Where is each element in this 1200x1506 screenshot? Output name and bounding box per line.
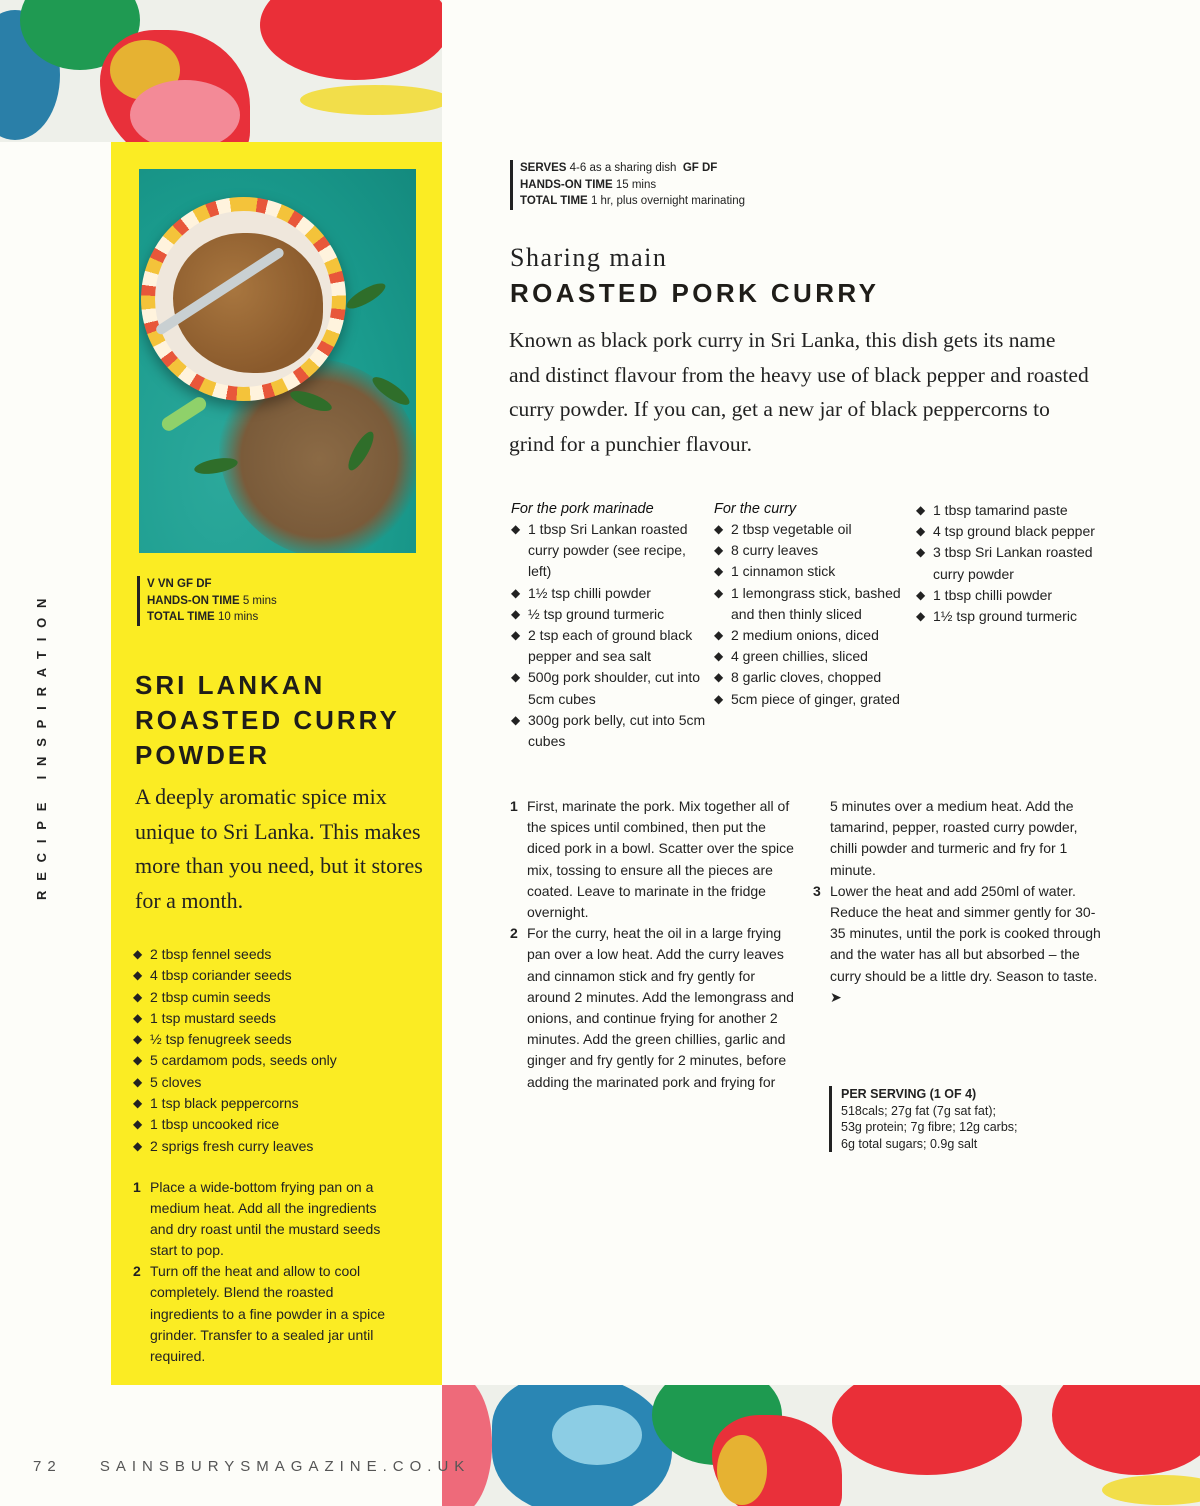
- list-item: ◆ 2 tbsp fennel seeds: [133, 944, 337, 965]
- list-item: ◆ 2 tbsp cumin seeds: [133, 987, 337, 1008]
- diamond-bullet-icon: ◆: [133, 1053, 143, 1068]
- spice-method-list: [133, 1177, 403, 1367]
- list-item: ◆ 4 tbsp coriander seeds: [133, 965, 337, 986]
- list-item: ◆ 2 medium onions, diced: [714, 625, 914, 646]
- ingredient-group-curry-continued: [916, 500, 1106, 627]
- curry-recipe-meta: SERVES 4-6 as a sharing dish GF DF HANDS-ON TIME 15 mins TOTAL TIME 1 hr, plus overnight marinating: [510, 160, 745, 210]
- list-item: ◆ 8 curry leaves: [714, 540, 914, 561]
- list-item: ◆ 5 cloves: [133, 1072, 337, 1093]
- diamond-bullet-icon: ◆: [714, 628, 724, 643]
- list-item: ◆ 5 cardamom pods, seeds only: [133, 1050, 337, 1071]
- diamond-bullet-icon: ◆: [714, 522, 724, 536]
- curry-powder-photo: [139, 169, 416, 553]
- diamond-bullet-icon: ◆: [714, 564, 724, 579]
- diamond-bullet-icon: ◆: [133, 947, 143, 961]
- dietary-tags: GF DF: [682, 162, 718, 174]
- list-item: ◆ 1 lemongrass stick, bashed and then thinly sliced: [714, 584, 901, 622]
- spice-recipe-title: SRI LANKAN ROASTED CURRY POWDER: [135, 670, 400, 770]
- method-step: 1 First, marinate the pork. Mix together all of the spices until combined, then put the diced pork in a bowl. Scatter over the spice mix, tossing to ensure all the pieces are coated. Leave to marinate in the fridge overnight.: [510, 798, 794, 921]
- diamond-bullet-icon: ◆: [511, 628, 521, 643]
- list-item: ◆ 1½ tsp ground turmeric: [916, 606, 1106, 627]
- diamond-bullet-icon: ◆: [714, 670, 724, 685]
- list-item: ◆ 1 tsp black peppercorns: [133, 1093, 337, 1114]
- nutrition-heading: PER SERVING (1 OF 4): [841, 1087, 977, 1101]
- spice-ingredients-list: [133, 944, 337, 1157]
- diamond-bullet-icon: ◆: [133, 968, 143, 983]
- list-item: ◆ 2 tsp each of ground black pepper and sea salt: [511, 627, 693, 665]
- website-link[interactable]: SAINSBURYSMAGAZINE.CO.UK: [99, 1458, 471, 1475]
- curry-method-column-2: [813, 796, 1103, 1008]
- diamond-bullet-icon: ◆: [133, 989, 143, 1004]
- diamond-bullet-icon: ◆: [714, 543, 724, 558]
- arrow-right-icon: ➤: [830, 988, 842, 1005]
- page-number: 72: [33, 1458, 62, 1475]
- diamond-bullet-icon: ◆: [511, 670, 521, 685]
- list-item: ◆ ½ tsp ground turmeric: [511, 604, 711, 625]
- list-item: ◆ 1 tbsp Sri Lankan roasted curry powder (see recipe, left): [511, 521, 688, 580]
- recipe-category: Sharing main: [510, 243, 668, 272]
- recipe-title: ROASTED PORK CURRY: [510, 278, 880, 308]
- ingredient-group-heading: For the curry: [714, 501, 797, 517]
- method-step-continued: 5 minutes over a medium heat. Add the tamarind, pepper, roasted curry powder, chilli powder and turmeric and fry for 1 minute.: [830, 798, 1078, 878]
- diamond-bullet-icon: ◆: [133, 1117, 143, 1132]
- list-item: ◆ 1½ tsp chilli powder: [511, 583, 711, 604]
- hands-on-time: 15 mins: [615, 178, 657, 191]
- diamond-bullet-icon: ◆: [511, 712, 521, 727]
- diamond-bullet-icon: ◆: [916, 545, 926, 560]
- bowl-image: [141, 197, 346, 401]
- diamond-bullet-icon: ◆: [511, 585, 521, 600]
- list-item: ◆ 300g pork belly, cut into 5cm cubes: [511, 711, 706, 750]
- diamond-bullet-icon: ◆: [511, 606, 521, 621]
- section-label: RECIPE INSPIRATION: [34, 588, 49, 900]
- list-item: ◆ 8 garlic cloves, chopped: [714, 667, 914, 688]
- diamond-bullet-icon: ◆: [916, 587, 926, 602]
- list-item: ◆ 1 tbsp uncooked rice: [133, 1114, 337, 1135]
- spice-recipe-meta: V VN GF DF HANDS-ON TIME 5 mins TOTAL TIME 10 mins: [137, 576, 277, 626]
- spice-recipe-intro: A deeply aromatic spice mix unique to Sri Lanka. This makes more than you need, but it stores for a month.: [135, 784, 423, 913]
- list-item: ◆ 2 tbsp vegetable oil: [714, 519, 914, 540]
- diamond-bullet-icon: ◆: [916, 609, 926, 624]
- diamond-bullet-icon: ◆: [511, 522, 521, 536]
- diamond-bullet-icon: ◆: [133, 1096, 143, 1111]
- floral-fabric-top-decoration: [0, 0, 442, 142]
- ingredient-group-curry: [714, 500, 914, 710]
- list-item: ◆ 3 tbsp Sri Lankan roasted curry powder: [916, 544, 1093, 582]
- dietary-tags: V VN GF DF: [147, 578, 212, 590]
- diamond-bullet-icon: ◆: [133, 1032, 143, 1047]
- list-item: ◆ 500g pork shoulder, cut into 5cm cubes: [511, 669, 701, 707]
- list-item: ◆ 5cm piece of ginger, grated: [714, 689, 914, 710]
- curry-leaf-image: [343, 279, 388, 313]
- floral-fabric-bottom-decoration: [442, 1385, 1200, 1506]
- curry-method-column-1: [510, 796, 800, 1093]
- diamond-bullet-icon: ◆: [714, 585, 724, 600]
- hands-on-time: 5 mins: [242, 594, 277, 607]
- list-item: ◆ ½ tsp fenugreek seeds: [133, 1029, 337, 1050]
- recipe-intro: Known as black pork curry in Sri Lanka, this dish gets its name and distinct flavour from the heavy use of black pepper and roasted curry powder. If you can, get a new jar of black peppercorns to grind for a punchier flavour.: [509, 328, 1089, 457]
- diamond-bullet-icon: ◆: [714, 649, 724, 664]
- diamond-bullet-icon: ◆: [916, 503, 926, 517]
- ingredient-group-heading: For the pork marinade: [511, 501, 654, 517]
- method-step: 2 Turn off the heat and allow to cool completely. Blend the roasted ingredients to a fine powder in a spice grinder. Transfer to a sealed jar until required.: [133, 1263, 386, 1364]
- total-time: 10 mins: [217, 611, 259, 623]
- list-item: ◆ 1 tbsp tamarind paste: [916, 500, 1106, 521]
- list-item: ◆ 4 green chillies, sliced: [714, 646, 914, 667]
- diamond-bullet-icon: ◆: [133, 1074, 143, 1089]
- list-item: ◆ 1 tsp mustard seeds: [133, 1008, 337, 1029]
- method-step: 3 Lower the heat and add 250ml of water. Reduce the heat and simmer gently for 30-35 minutes, until the pork is cooked through and the water has all but absorbed – the curry should be a little dry. Season to taste. ➤: [813, 882, 1101, 1005]
- diamond-bullet-icon: ◆: [133, 1010, 143, 1025]
- nutrition-info: PER SERVING (1 OF 4) 518cals; 27g fat (7g sat fat); 53g protein; 7g fibre; 12g carbs; 6g total sugars; 0.9g salt: [829, 1086, 1018, 1152]
- list-item: ◆ 1 cinnamon stick: [714, 561, 914, 582]
- ingredient-group-marinade: [511, 500, 711, 752]
- method-step: 1 Place a wide-bottom frying pan on a medium heat. Add all the ingredients and dry roast until the mustard seeds start to pop.: [133, 1179, 381, 1259]
- diamond-bullet-icon: ◆: [714, 691, 724, 706]
- list-item: ◆ 4 tsp ground black pepper: [916, 521, 1106, 542]
- method-step: 2 For the curry, heat the oil in a large frying pan over a low heat. Add the curry leaves and cinnamon stick and fry gently for around 2 minutes. Add the lemongrass and onions, and continue frying for another 2 minutes. Add the green chillies, garlic and ginger and fry gently for 2 minutes, before adding the marinated pork and frying for: [510, 925, 794, 1090]
- list-item: ◆ 1 tbsp chilli powder: [916, 585, 1106, 606]
- total-time: 1 hr, plus overnight marinating: [590, 195, 745, 207]
- diamond-bullet-icon: ◆: [133, 1138, 143, 1153]
- list-item: ◆ 2 sprigs fresh curry leaves: [133, 1136, 337, 1157]
- serves-value: 4-6 as a sharing dish: [569, 162, 677, 174]
- diamond-bullet-icon: ◆: [916, 524, 926, 539]
- page-footer: [33, 1458, 470, 1475]
